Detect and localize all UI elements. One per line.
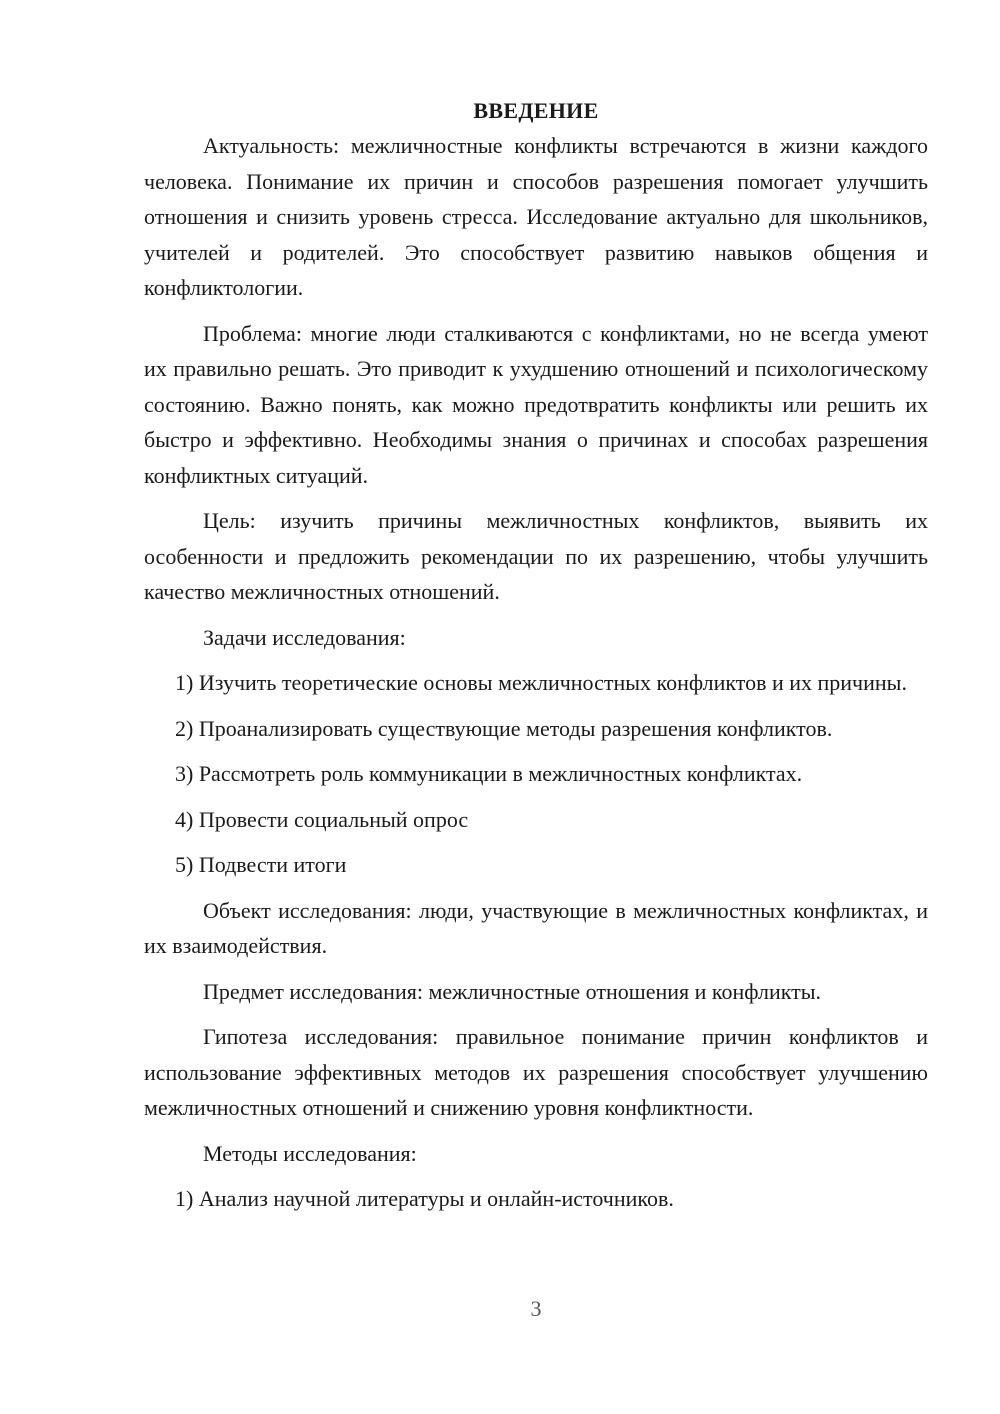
goal-paragraph: Цель: изучить причины межличностных конфликтов, выявить их особенности и предложить рекомендации по их разрешению, чтобы улучшить качество межличностных отношений.	[144, 508, 928, 604]
object-paragraph: Объект исследования: люди, участвующие в межличностных конфликтах, и их взаимодействия.	[144, 897, 928, 958]
hypothesis-paragraph: Гипотеза исследования: правильное понимание причин конфликтов и использование эффективных методов их разрешения способствует улучшению межличностных отношений и снижению уровня конфликтности.	[144, 1024, 928, 1120]
section-title: ВВЕДЕНИЕ	[473, 98, 599, 123]
method-item-1: 1) Анализ научной литературы и онлайн-источников.	[175, 1186, 674, 1211]
methods-heading: Методы исследования:	[203, 1140, 417, 1166]
tasks-heading: Задачи исследования:	[203, 624, 406, 650]
task-item-4: 4) Провести социальный опрос	[175, 806, 469, 832]
page-number: 3	[530, 1296, 542, 1321]
task-item-1: 1) Изучить теоретические основы межличностных конфликтов и их причины.	[175, 670, 907, 695]
problem-paragraph: Проблема: многие люди сталкиваются с конфликтами, но не всегда умеют их правильно решать. Это приводит к ухудшению отношений и психологическому состоянию. Важно понять, как можно предотвратить конфликты или решить их быстро и эффективно. Необходимы знания о причинах и способах разрешения конфликтных ситуаций.	[144, 320, 928, 488]
page-content	[144, 94, 928, 1227]
task-item-3: 3) Рассмотреть роль коммуникации в межличностных конфликтах.	[175, 761, 803, 786]
task-item-2: 2) Проанализировать существующие методы разрешения конфликтов.	[175, 715, 833, 741]
task-item-5: 5) Подвести итоги	[175, 852, 347, 877]
subject-paragraph: Предмет исследования: межличностные отношения и конфликты.	[203, 978, 822, 1004]
relevance-paragraph: Актуальность: межличностные конфликты встречаются в жизни каждого человека. Понимание их причин и способов разрешения помогает улучшить отношения и снизить уровень стресса. Исследование актуально для школьников, учителей и родителей. Это способствует развитию навыков общения и конфликтологии.	[144, 133, 928, 300]
